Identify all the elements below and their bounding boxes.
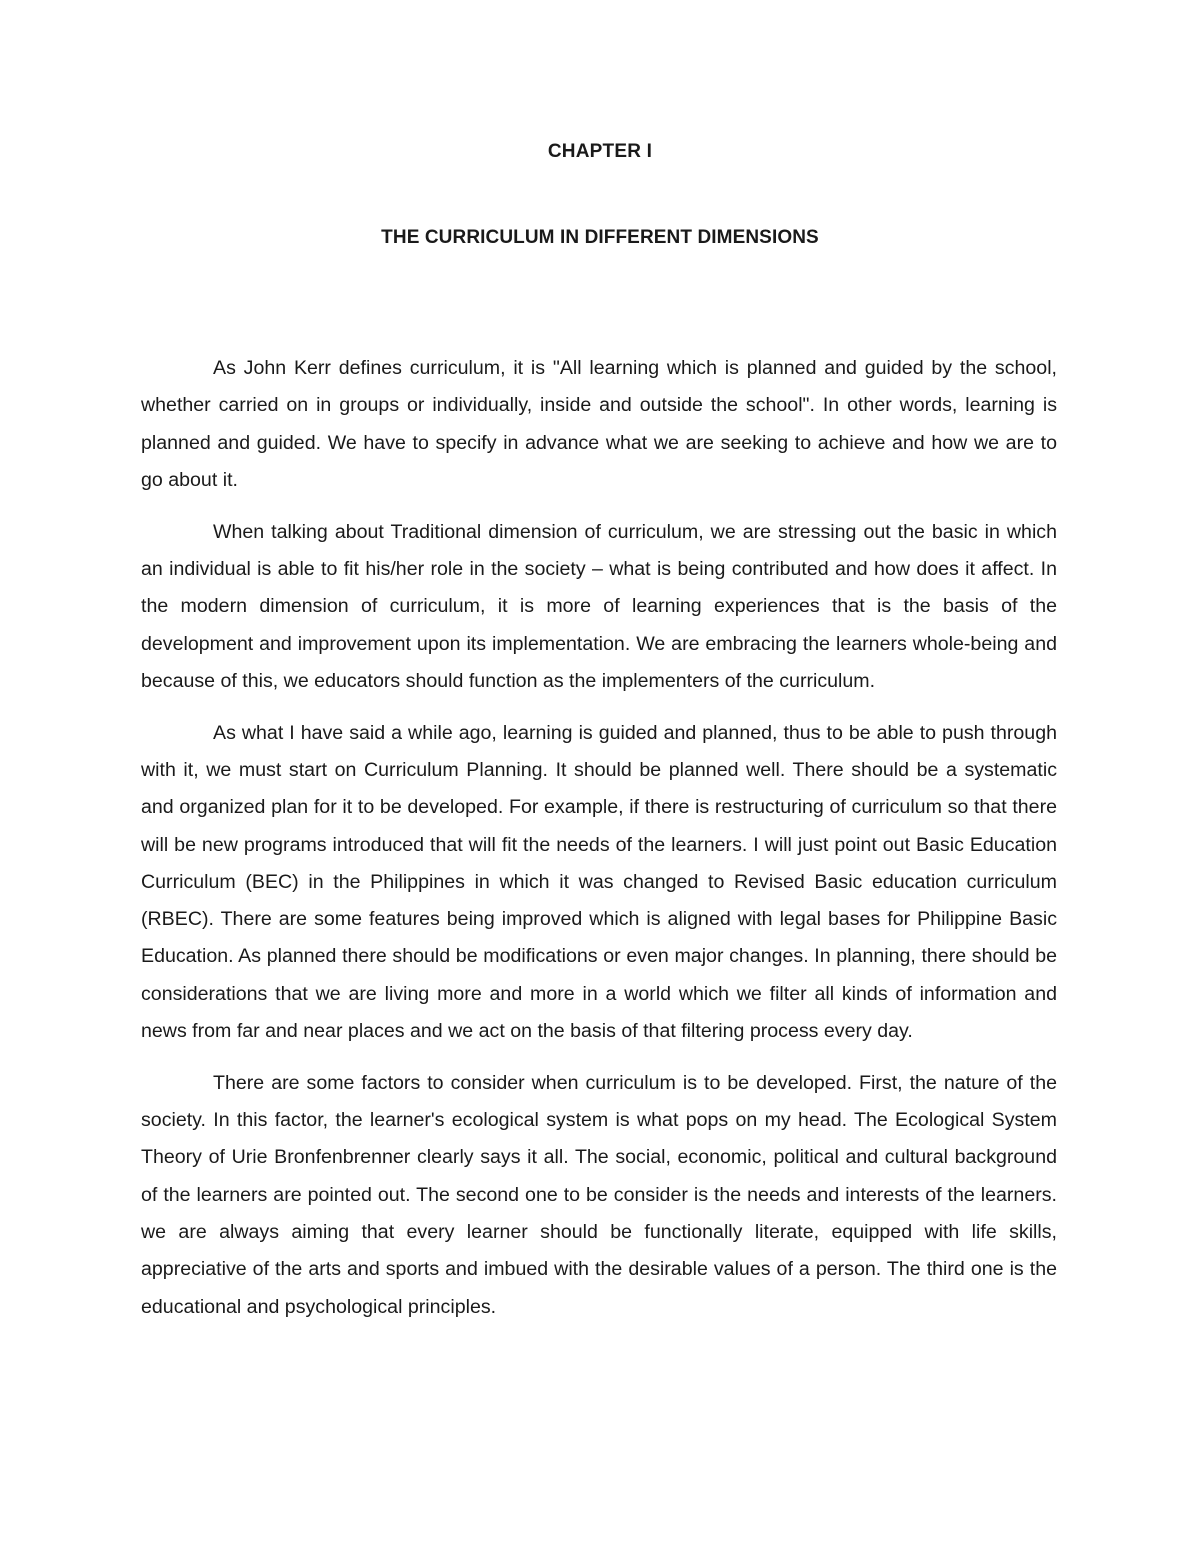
body-text — [141, 350, 1057, 1340]
paragraph-planning: As what I have said a while ago, learning is guided and planned, thus to be able to push through with it, we must start on Curriculum Planning. It should be planned well. There should be a systematic and organized plan for it to be developed. For example, if there is restructuring of curriculum so that there will be new programs introduced that will fit the needs of the learners. I will just point out Basic Education Curriculum (BEC) in the Philippines in which it was changed to Revised Basic education curriculum (RBEC). There are some features being improved which is aligned with legal bases for Philippine Basic Education. As planned there should be modifications or even major changes. In planning, there should be considerations that we are living more and more in a world which we filter all kinds of information and news from far and near places and we act on the basis of that filtering process every day. — [141, 721, 1057, 1043]
paragraph-factors: There are some factors to consider when curriculum is to be developed. First, the nature of the society. In this factor, the learner's ecological system is what pops on my head. The Ecological System Theory of Urie Bronfenbrenner clearly says it all. The social, economic, political and cultural background of the learners are pointed out. The second one to be consider is the needs and interests of the learners. we are always aiming that every learner should be functionally literate, equipped with life skills, appreciative of the arts and sports and imbued with the desirable values of a person. The third one is the educational and psychological principles. — [141, 1071, 1057, 1318]
chapter-heading: CHAPTER I — [547, 141, 653, 162]
chapter-title: THE CURRICULUM IN DIFFERENT DIMENSIONS — [381, 227, 819, 248]
paragraph-definition: As John Kerr defines curriculum, it is "All learning which is planned and guided by the school, whether carried on in groups or individually, inside and outside the school". In other words, learning is planned and guided. We have to specify in advance what we are seeking to achieve and how we are to go about it. — [141, 357, 1057, 491]
paragraph-dimensions: When talking about Traditional dimension of curriculum, we are stressing out the basic in which an individual is able to fit his/her role in the society – what is being contributed and how does it affect. In the modern dimension of curriculum, it is more of learning experiences that is the basis of the development and improvement upon its implementation. We are embracing the learners whole-being and because of this, we educators should function as the implementers of the curriculum. — [141, 520, 1057, 692]
